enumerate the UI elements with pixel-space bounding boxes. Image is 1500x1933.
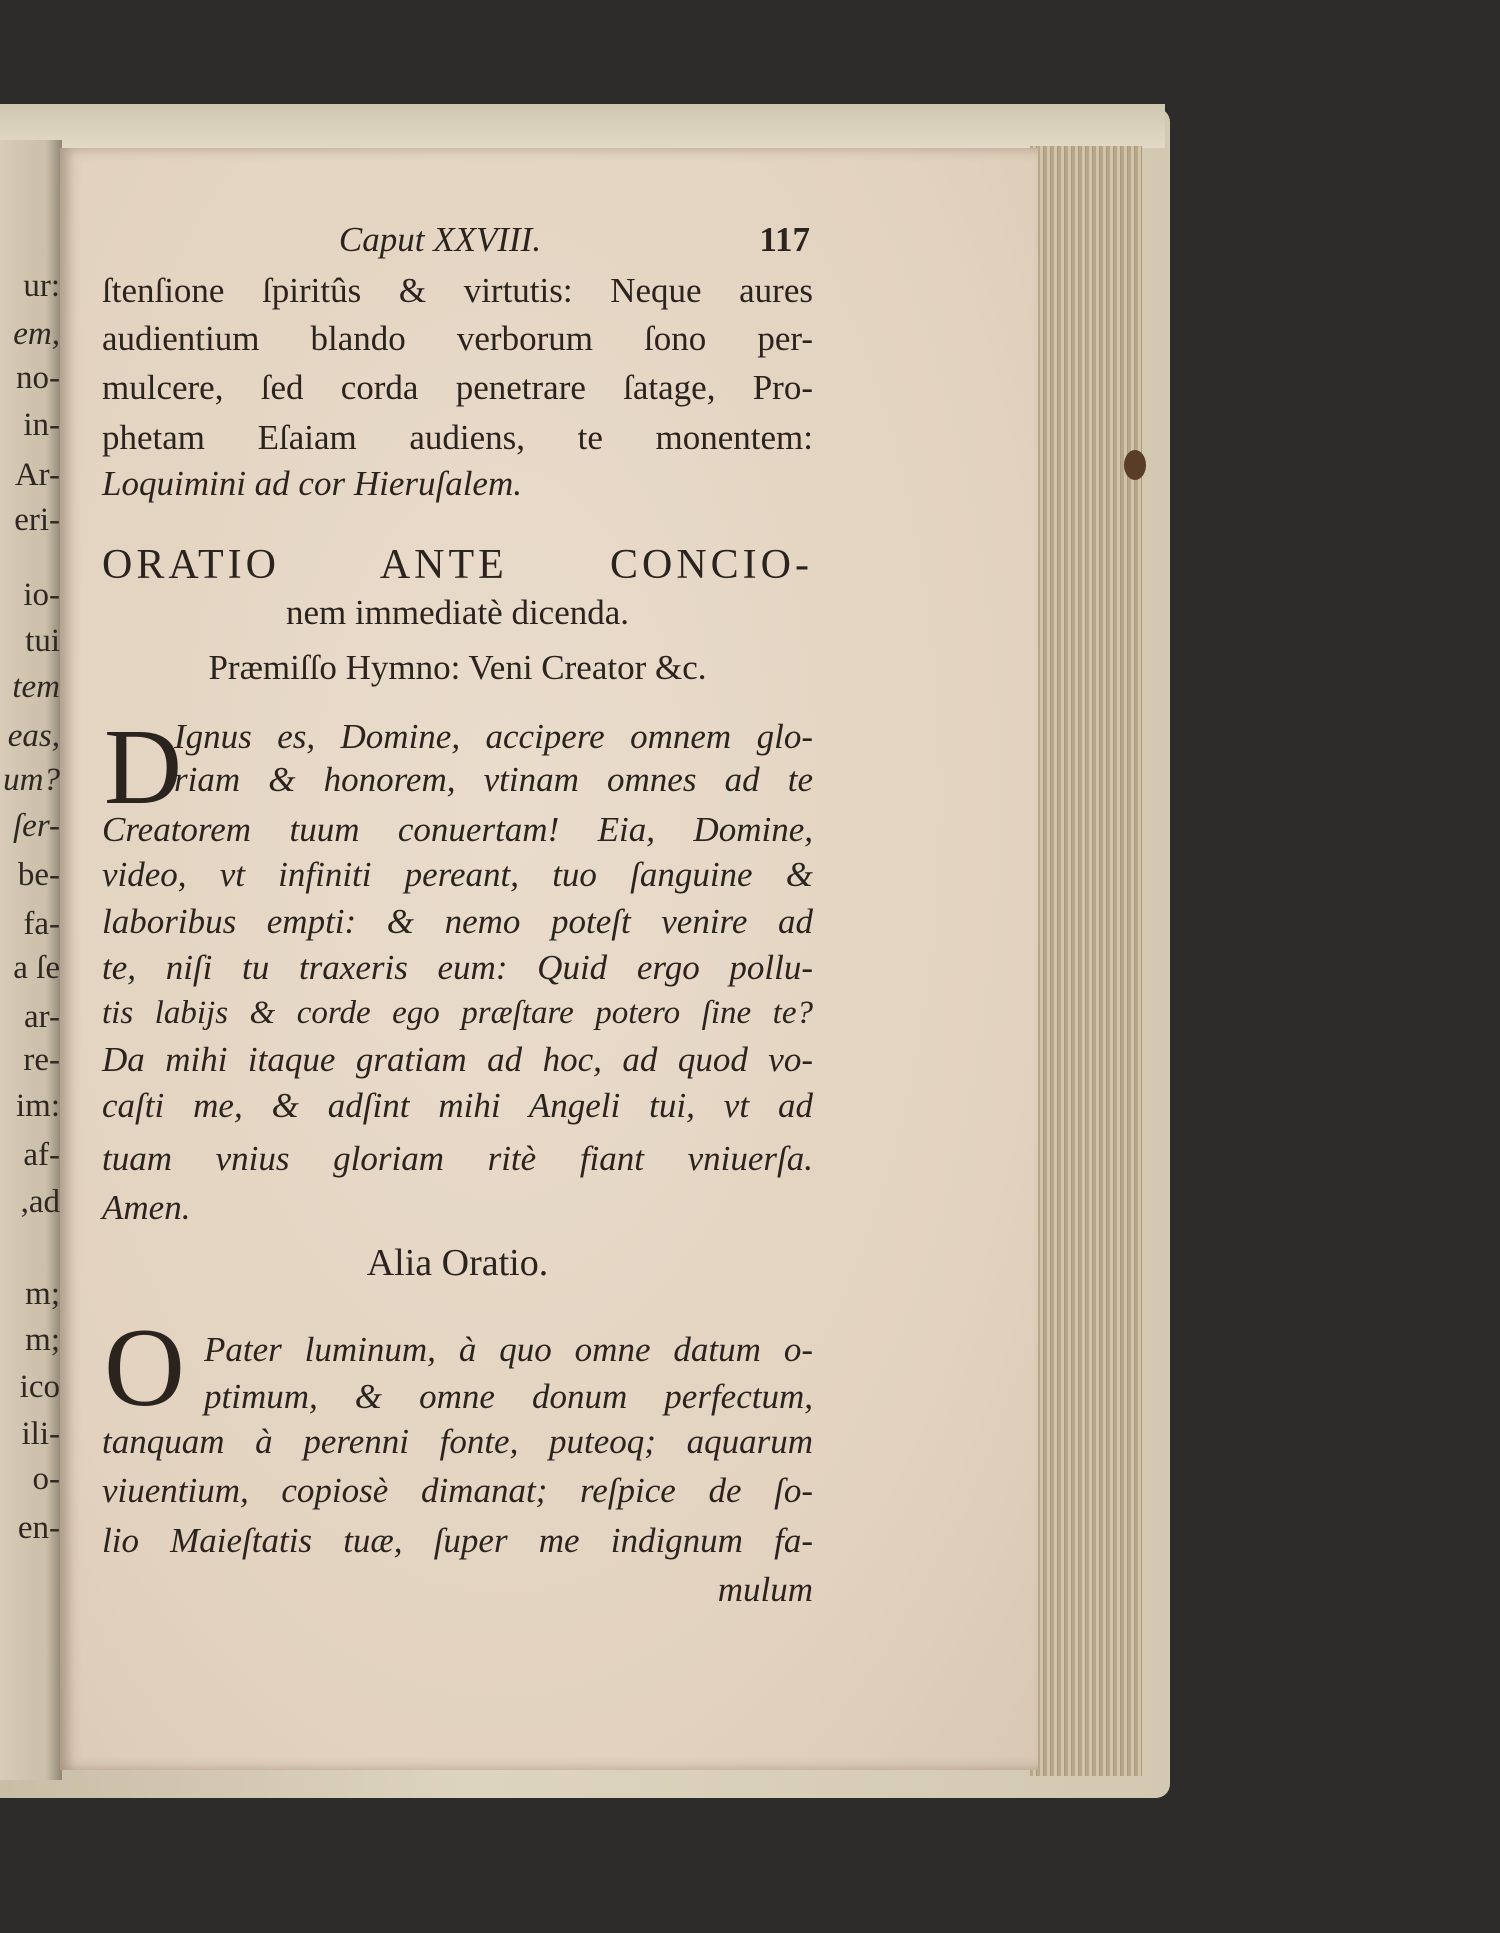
left-page-fragment: re- bbox=[23, 1042, 60, 1079]
left-page-fragment: tui bbox=[25, 622, 60, 659]
text-line: riam & honorem, vtinam omnes ad te bbox=[174, 760, 813, 799]
left-page-fragment: in- bbox=[23, 407, 60, 444]
text-line: video, vt infiniti pereant, tuo ſanguine & bbox=[102, 855, 813, 894]
text-line: ſtenſione ſpiritûs & virtutis: Neque aures bbox=[102, 271, 813, 310]
text-line: phetam Eſaiam audiens, te monentem: bbox=[102, 418, 813, 457]
left-page-fragment: o- bbox=[32, 1461, 60, 1498]
left-page-fragment: Ar- bbox=[14, 456, 60, 493]
text-line: tuam vnius gloriam ritè fiant vniuerſa. bbox=[102, 1139, 813, 1178]
text-line: lio Maieſtatis tuæ, ſuper me indignum fa- bbox=[102, 1521, 813, 1560]
left-page-fragment: ili- bbox=[21, 1415, 60, 1452]
page-number: 117 bbox=[759, 220, 810, 259]
text-line: viuentium, copiosè dimanat; reſpice de ſo- bbox=[102, 1471, 813, 1510]
left-page-fragment: m; bbox=[25, 1276, 60, 1313]
section-heading-alia-oratio: Alia Oratio. bbox=[366, 1242, 549, 1284]
heading-line: ORATIO ANTE CONCIO- bbox=[102, 542, 813, 588]
left-page-fragment: a ſe bbox=[13, 949, 60, 986]
page-fore-edge bbox=[1030, 146, 1142, 1776]
cover-hole bbox=[1124, 450, 1146, 480]
left-page-fragment: im: bbox=[15, 1087, 60, 1124]
left-page-fragment: m; bbox=[25, 1321, 60, 1358]
book-cover-top-edge bbox=[0, 104, 1165, 148]
left-page bbox=[0, 140, 62, 1780]
left-page-fragment: ar- bbox=[24, 998, 60, 1035]
text-line: caſti me, & adſint mihi Angeli tui, vt ad bbox=[102, 1086, 813, 1125]
drop-cap: O bbox=[104, 1306, 185, 1430]
heading-subtitle: Præmiſſo Hymno: Veni Creator &c. bbox=[208, 648, 707, 687]
text-line: Pater luminum, à quo omne datum o- bbox=[204, 1330, 813, 1369]
catchword: mulum bbox=[717, 1570, 813, 1609]
left-page-fragment: be- bbox=[17, 857, 60, 894]
text-line: Amen. bbox=[102, 1188, 191, 1227]
text-line: Loquimini ad cor Hieruſalem. bbox=[102, 464, 522, 503]
left-page-fragment: ur: bbox=[23, 267, 60, 304]
text-line: Creatorem tuum conuertam! Eia, Domine, bbox=[102, 810, 813, 849]
left-page-fragment: eas, bbox=[7, 717, 60, 754]
text-line: te, niſi tu traxeris eum: Quid ergo pollu- bbox=[102, 948, 813, 987]
left-page-fragment: ſer- bbox=[13, 807, 60, 844]
left-page-fragment: tem bbox=[12, 668, 60, 705]
heading-line: nem immediatè dicenda. bbox=[285, 593, 630, 632]
drop-cap: D bbox=[104, 708, 182, 827]
left-page-fragment: em, bbox=[13, 316, 60, 353]
left-page-fragment: io- bbox=[23, 577, 60, 614]
left-page-fragment: eri- bbox=[14, 502, 60, 539]
text-line: tis labijs & corde ego præſtare potero ſine te? bbox=[102, 995, 813, 1031]
left-page-fragment: um? bbox=[3, 762, 60, 799]
text-line: mulcere, ſed corda penetrare ſatage, Pro- bbox=[102, 368, 813, 407]
left-page-fragment: af- bbox=[23, 1136, 60, 1173]
left-page-fragment: no- bbox=[16, 360, 60, 397]
left-page-fragment: fa- bbox=[23, 906, 60, 943]
running-title: Caput XXVIII. bbox=[338, 220, 542, 259]
text-line: tanquam à perenni fonte, puteoq; aquarum bbox=[102, 1422, 813, 1461]
text-line: ptimum, & omne donum perfectum, bbox=[204, 1377, 813, 1416]
left-page-fragment: en- bbox=[17, 1510, 60, 1547]
text-line: laboribus empti: & nemo poteſt venire ad bbox=[102, 902, 813, 941]
text-line: Ignus es, Domine, accipere omnem glo- bbox=[174, 717, 813, 756]
left-page-fragment: ico bbox=[19, 1368, 60, 1405]
text-line: audientium blando verborum ſono per- bbox=[102, 319, 813, 358]
text-line: Da mihi itaque gratiam ad hoc, ad quod vo- bbox=[102, 1040, 813, 1079]
left-page-fragment: ,ad bbox=[20, 1183, 60, 1220]
